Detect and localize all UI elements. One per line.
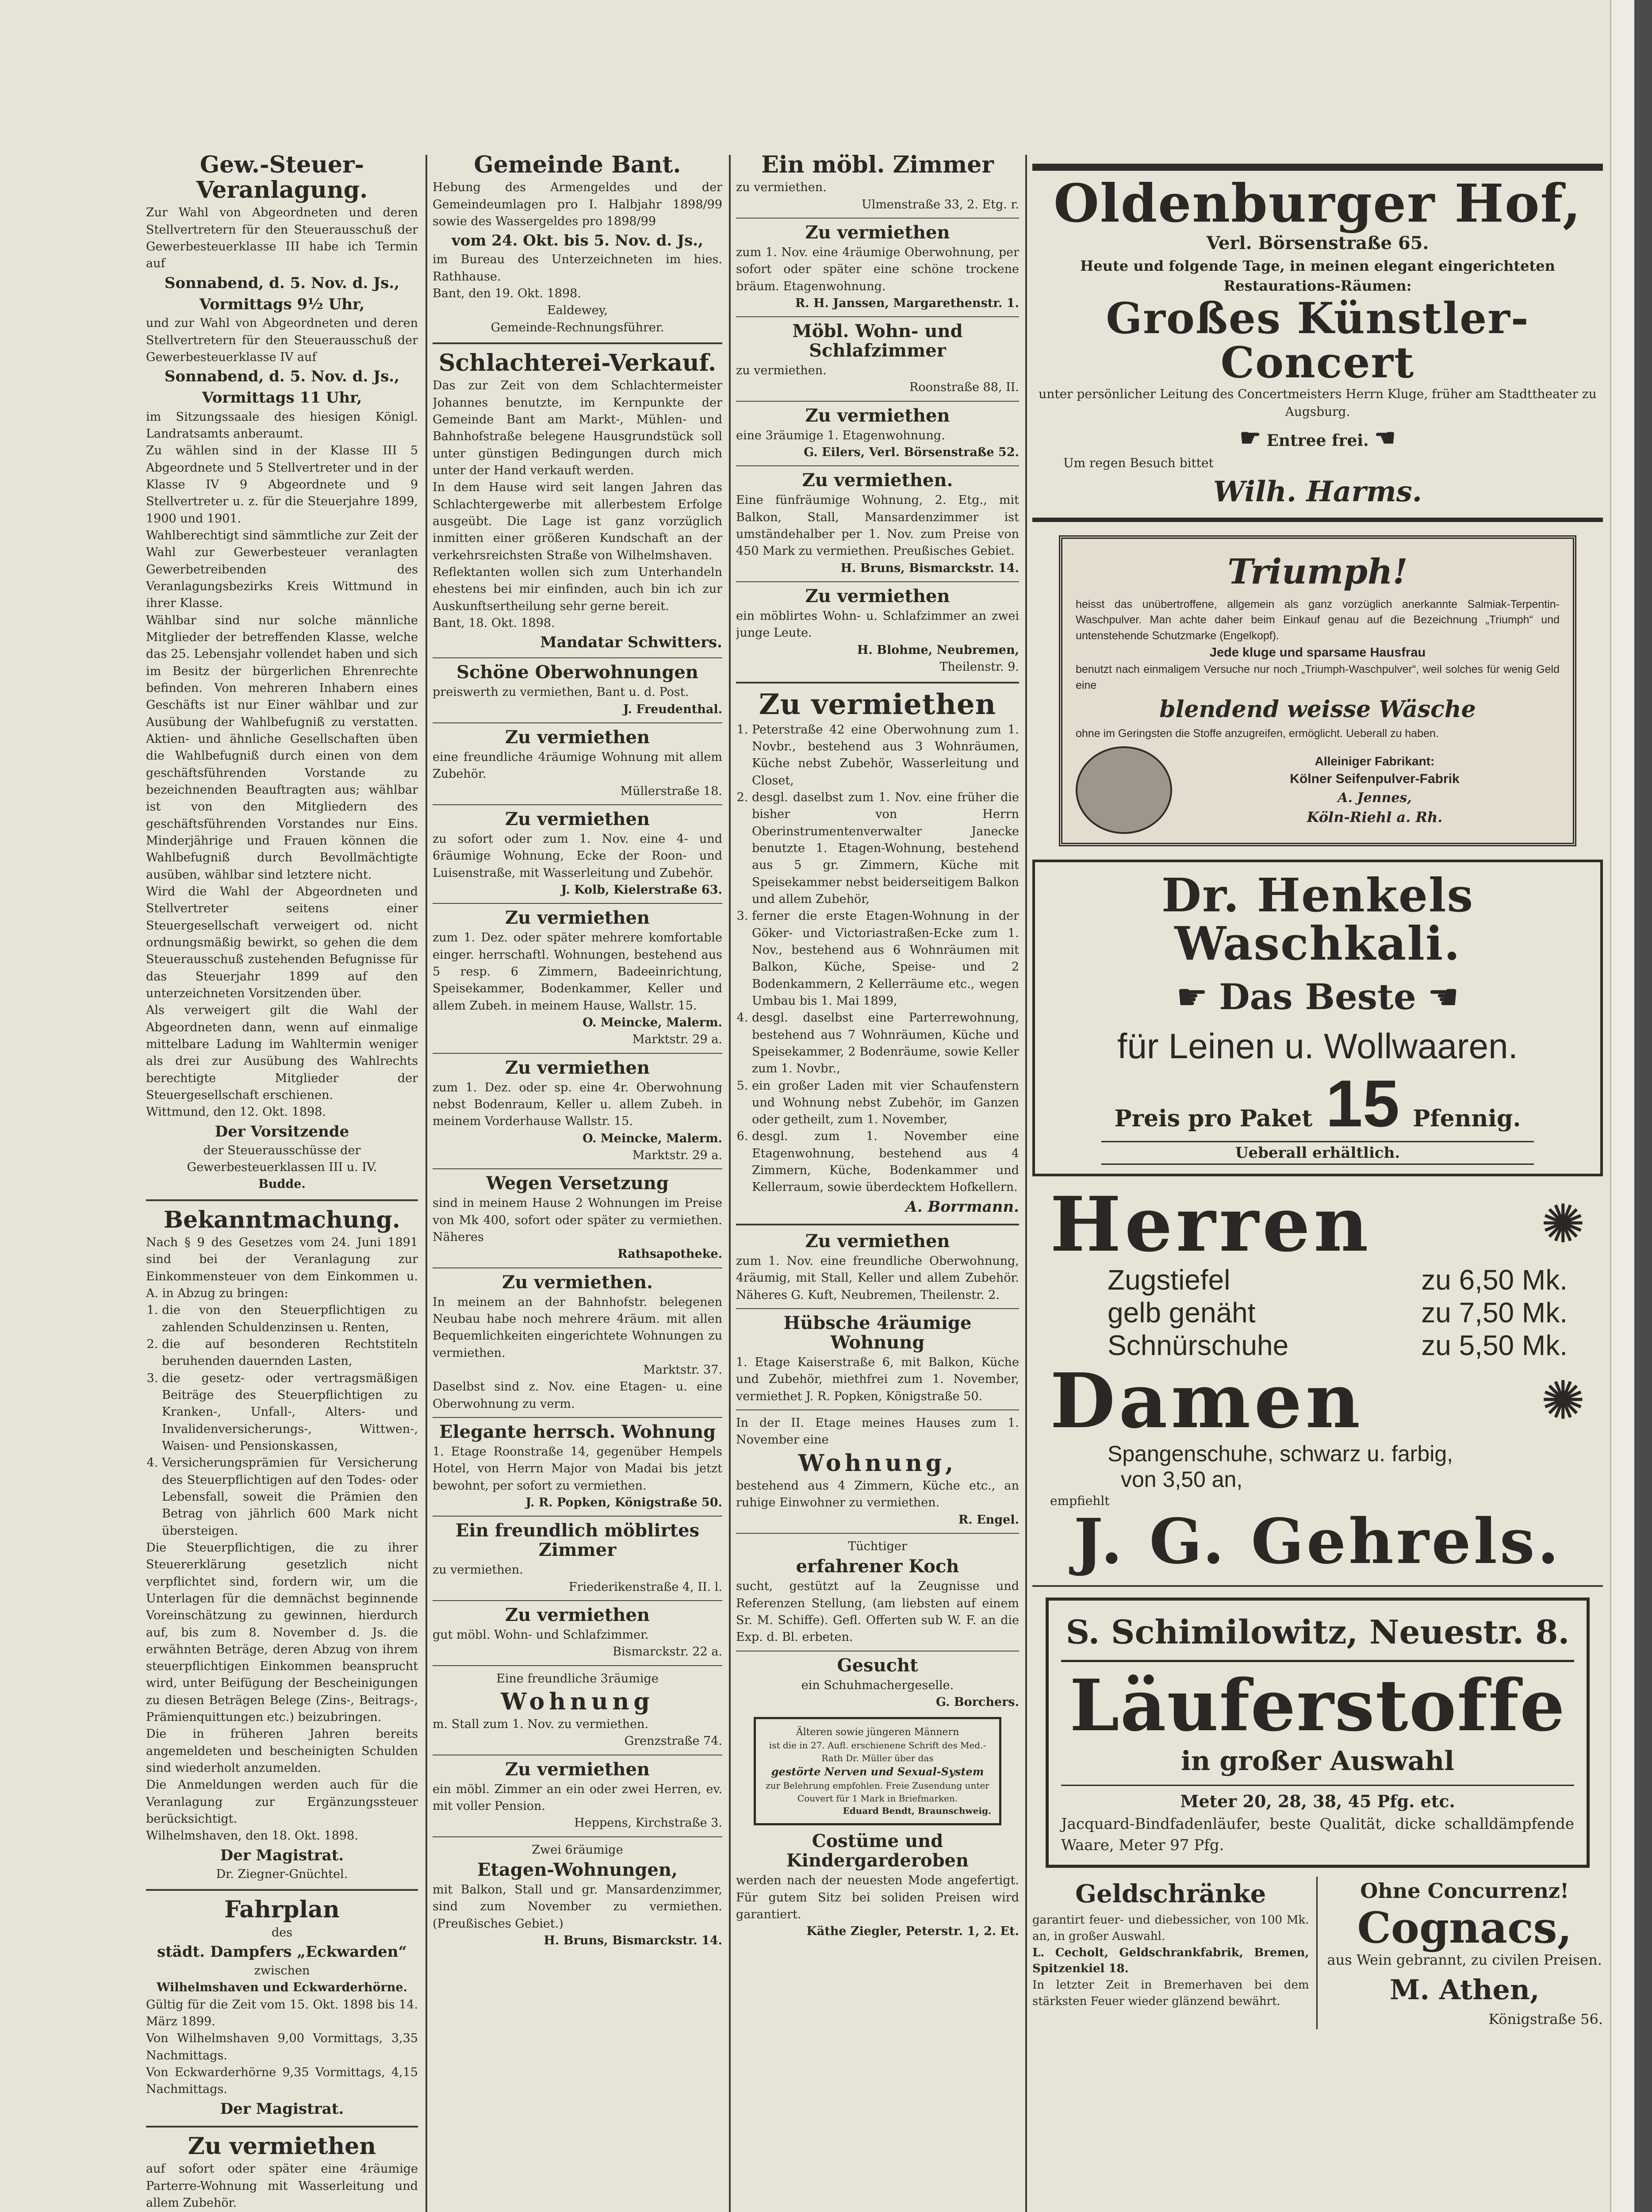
ad-title: Gesucht — [837, 1655, 918, 1676]
cognac-ad — [1326, 1877, 1603, 2029]
ad-text: werden nach der neuesten Mode angefertigt. Für gutem Sitz bei soliden Preisen wird garantiert. — [736, 1874, 1019, 1922]
ad-text: Zwei 6räumige — [532, 1843, 623, 1857]
ad-text: Heute und folgende Tage, in meinen elegant eingerichteten Restaurations-Räumen: — [1080, 257, 1555, 295]
price-value: zu 6,50 Mk. — [1421, 1264, 1568, 1296]
price-unit: Pfennig. — [1413, 1105, 1521, 1132]
ad-text: Meter 20, 28, 38, 45 Pfg. etc. — [1061, 1785, 1574, 1813]
steuer-para: im Sitzungssaale des hiesigen Königl. Landratsamts anberaumt. — [146, 410, 418, 441]
ad-text: empfiehlt — [1050, 1493, 1110, 1508]
price-value: 15 — [1326, 1066, 1400, 1141]
ad-text — [1037, 421, 1598, 455]
ad-title: Costüme und Kindergarderoben — [786, 1831, 969, 1871]
steuer-date: Sonnabend, d. 5. Nov. d. Js., Vormittags 9½ Uhr, — [164, 274, 400, 313]
divider — [433, 1417, 722, 1418]
price-item: Zugstiefel — [1108, 1264, 1230, 1296]
ad-text: aus Wein gebrannt, zu civilen Preisen. — [1327, 1951, 1602, 1969]
ad-title: S. Schimilowitz, Neuestr. 8. — [1061, 1609, 1574, 1662]
divider — [433, 1600, 722, 1601]
ad-text: Alleiniger Fabrikant: — [1315, 754, 1435, 768]
ad-signature: O. Meincke, Malerm. — [583, 1131, 722, 1145]
ad-address: Heppens, Kirchstraße 3. — [574, 1816, 722, 1830]
ad-title: Zu vermiethen — [188, 2133, 376, 2160]
ad-text: sind in meinem Hause 2 Wohnungen im Preise von Mk 400, sofort oder später zu vermiethen. Näheres — [433, 1196, 722, 1244]
ad-signature: R. Engel. — [958, 1513, 1019, 1527]
henkel-price-row — [1048, 1066, 1587, 1141]
page-edge — [1610, 0, 1636, 2212]
ad-text: zu sofort oder zum 1. Nov. eine 4- und 6räumige Wohnung, Ecke der Roon- und Luisenstraße, mit Wasserleitung und Zubehör. — [433, 832, 722, 880]
ad-text: zur Belehrung empfohlen. Freie Zusendung unter Couvert für 1 Mark in Briefmarken. — [766, 1780, 989, 1804]
bek-para: Nach § 9 des Gesetzes vom 24. Juni 1891 sind bei der Veranlagung zur Einkommensteuer von dem Einkommen u. A. in Abzug zu bringen: — [146, 1235, 418, 1300]
schl-para: Das zur Zeit von dem Schlachtermeister Johannes benutzte, im Kernpunkte der Gemeinde Bant am Markt-, Mühlen- und Bahnhofstraße belegene Hausgrundstück soll unter günstigen Bedingungen durch mich unter der Hand verkauft werden. — [433, 379, 722, 477]
price-row — [1108, 1264, 1568, 1297]
ad-signature: J. R. Popken, Königstraße 50. — [525, 1495, 722, 1509]
fahrplan-line: zwischen — [254, 1964, 310, 1978]
ad-address: Marktstr. 37. — [643, 1363, 722, 1377]
ad-text: ein möblirtes Wohn- u. Schlafzimmer an zwei junge Leute. — [736, 609, 1019, 640]
ad-signature: J. Freudenthal. — [623, 702, 722, 716]
bant-text: Hebung des Armengeldes und der Gemeindeumlagen pro I. Halbjahr 1898/99 sowie des Wassergeldes pro 1898/99 — [433, 180, 722, 228]
column-rule — [1025, 155, 1027, 2212]
steuer-para: Wird die Wahl der Abgeordneten und Stellvertreter seitens einer Steuergesellschaft verweigert od. nicht ordnungsmäßig bewirkt, so gehen die dem Steuerausschuß zustehenden Befugnisse für das Steuerjahr 1899 auf den unterzeichneten Vorsitzenden über. — [146, 884, 418, 1000]
steuer-para: Zur Wahl von Abgeordneten und deren Stellvertretern für den Steuerausschuß der Gewerbesteuerklasse III habe ich Termin auf — [146, 206, 418, 271]
price-row — [1108, 1297, 1568, 1329]
ad-title: Hübsche 4räumige Wohnung — [783, 1313, 972, 1353]
henkel-beste: Das Beste — [1219, 976, 1416, 1018]
ad-address: Bismarckstr. 22 a. — [613, 1645, 722, 1659]
divider — [736, 401, 1019, 402]
ad-text: in großer Auswahl — [1181, 1745, 1455, 1777]
divider — [433, 1836, 722, 1837]
ad-text: 1. Etage Kaiserstraße 6, mit Balkon, Küche und Zubehör, miethfrei zum 1. November, vermiethet J. R. Popken, Königstraße 50. — [736, 1356, 1019, 1403]
divider — [433, 1053, 722, 1054]
ad-text: sucht, gestützt auf la Zeugnisse und Referenzen Stellung, (am liebsten auf einem Sr. M. Schiffe). Gefl. Offerten sub W. F. an die Exp. d. Bl. erbeten. — [736, 1579, 1019, 1644]
bek-signature: Der Magistrat. — [220, 1846, 344, 1864]
oldenburger-ad — [1032, 164, 1603, 522]
health-ad-box — [754, 1717, 1001, 1825]
bek-list — [146, 1302, 418, 1540]
ad-text: Ohne Concurrenz! — [1360, 1879, 1569, 1903]
ad-headline: Großes Künstler-Concert — [1106, 293, 1529, 388]
ad-title: Elegante herrsch. Wohnung — [439, 1421, 716, 1442]
ad-signature: Rathsapotheke. — [617, 1247, 722, 1261]
divider — [736, 218, 1019, 219]
divider — [433, 342, 722, 344]
ad-text: Um regen Besuch bittet — [1063, 456, 1214, 471]
steuer-date: Sonnabend, d. 5. Nov. d. Js., Vormittags 11 Uhr, — [164, 368, 400, 407]
divider — [433, 1516, 722, 1517]
ad-address: Marktstr. 29 a. — [632, 1148, 722, 1163]
bottom-ads — [1032, 1877, 1603, 2029]
bek-para: Die in früheren Jahren bereits angemeldeten und bescheinigten Schulden sind wiederholt anzumelden. — [146, 1727, 418, 1775]
ad-text: In meinem an der Bahnhofstr. belegenen Neubau habe noch mehrere 4räum. mit allen Bequemlichkeiten eingerichtete Wohnungen zu vermiethen. — [433, 1295, 722, 1360]
ad-title: Zu vermiethen — [505, 727, 650, 748]
pointing-hand-icon: ☚ — [1374, 423, 1396, 452]
ad-text: eine freundliche 4räumige Wohnung mit allem Zubehör. — [433, 750, 722, 781]
list-item: 5. ein großer Laden mit vier Schaufenstern und Wohnung nebst Zubehör, im Ganzen oder getheilt, zum 1. November, — [752, 1078, 1019, 1129]
ad-text: Daselbst sind z. Nov. eine Etagen- u. eine Oberwohnung zu verm. — [433, 1380, 722, 1411]
steuer-dateline: Wittmund, den 12. Okt. 1898. — [146, 1105, 326, 1119]
ad-text: bestehend aus 4 Zimmern, Küche etc., an ruhige Einwohner zu vermiethen. — [736, 1479, 1019, 1510]
ad-text: auf sofort oder später eine 4räumige Parterre-Wohnung mit Wasserleitung und allem Zubehör. — [146, 2162, 418, 2210]
ad-signature: M. Athen, — [1389, 1973, 1540, 2006]
divider — [736, 1224, 1019, 1225]
bant-text: im Bureau des Unterzeichneten im hies. Rathhause. — [433, 253, 722, 284]
ad-signature: H. Blohme, Neubremen, — [857, 643, 1019, 657]
bant-date: vom 24. Okt. bis 5. Nov. d. Js., — [452, 232, 703, 250]
steuer-signature: Budde. — [258, 1177, 306, 1191]
list-item: 4. Versicherungsprämien für Versicherung des Steuerpflichtigen auf den Todes- oder Lebensfall, soweit die Prämien den Betrag von jährlich 600 Mark nicht übersteigen. — [162, 1455, 418, 1540]
ad-text: zum 1. Dez. oder später mehrere komfortable einger. herrschaftl. Wohnungen, bestehend aus 5 resp. 6 Zimmern, Badeeinrichtung, Speisekammer, Bodenkammer, Keller und allem Zubeh. in meinem Hause, Wallstr. 15. — [433, 931, 722, 1013]
column-rule — [425, 155, 427, 2212]
ad-address: Ulmenstraße 33, 2. Etg. r. — [861, 197, 1019, 211]
ad-text: gut möbl. Wohn- und Schlafzimmer. — [433, 1628, 649, 1642]
ad-text: für Leinen u. Wollwaaren. — [1117, 1026, 1518, 1066]
ad-title: Zu vermiethen — [505, 1604, 650, 1625]
list-item: 3. ferner die erste Etagen-Wohnung in der Göker- und Victoriastraßen-Ecke zum 1. Nov., bestehend aus 6 Wohnräumen mit Balkon, Küche, Speise- und 2 Bodenkammern, 2 Kellerräume etc., wegen Umbau bis 1. Mai 1899, — [752, 908, 1019, 1010]
price-value: zu 5,50 Mk. — [1421, 1329, 1568, 1361]
ad-text: 1. Etage Roonstraße 14, gegenüber Hempels Hotel, von Herrn Major von Madai bis jetzt bewohnt, per sofort zu vermiethen. — [433, 1444, 722, 1493]
list-item: 2. desgl. daselbst zum 1. Nov. eine früher die bisher von Herrn Oberinstrumentenverwalter Janecke benutzte 1. Etagen-Wohnung, bestehend aus 5 gr. Zimmern, Küche mit Speisekammer nebst beiderseitigem Balkon und allem Zubehör, — [752, 789, 1019, 908]
ad-signature: O. Meincke, Malerm. — [583, 1016, 722, 1030]
ad-headline: blendend weisse Wäsche — [1159, 696, 1476, 723]
ad-text: preiswerth zu vermiethen, Bant u. d. Post. — [433, 685, 689, 699]
ad-text: Eine fünfräumige Wohnung, 2. Etg., mit Balkon, Stall, Mansardenzimmer ist umständehalber per 1. Nov. zum Preise von 450 Mark zu vermiethen. Preußisches Gebiet. — [736, 493, 1019, 558]
ad-address: Königstraße 56. — [1488, 2010, 1603, 2028]
ad-title: Dr. Henkels Waschkali. — [1161, 868, 1474, 971]
list-item: 4. desgl. daselbst eine Parterrewohnung, bestehend aus 7 Wohnräumen, Küche und Speisekammer, 2 Bodenräume, sowie Keller zum 1. Novbr., — [752, 1010, 1019, 1077]
ad-text: zu vermiethen. — [433, 1563, 523, 1577]
ad-text: In der II. Etage meines Hauses zum 1. November eine — [736, 1416, 1019, 1447]
bek-dateline: Wilhelmshaven, den 18. Okt. 1898. — [146, 1829, 358, 1843]
column-1 — [146, 150, 418, 2212]
ad-address: Theilenstr. 9. — [939, 660, 1019, 674]
ad-signature: J. G. Gehrels. — [1073, 1505, 1562, 1578]
ad-text: Jacquard-Bindfadenläufer, beste Qualität, dicke schalldämpfende Waare, Meter 97 Pfg. — [1061, 1815, 1574, 1854]
steuer-para: Wahlberechtigt sind sämmtliche zur Zeit der Wahl zur Gewerbesteuer veranlagten Gewerbetreibenden des Veranlagungsbezirks Kreis Wittmund in ihrer Klasse. — [146, 529, 418, 611]
ad-title: Zu vermiethen — [505, 1057, 650, 1078]
ad-text: benutzt nach einmaligem Versuche nur noch „Triumph-Waschpulver“, weil solches für wenig Geld eine — [1076, 663, 1560, 691]
ad-title: Möbl. Wohn- und Schlafzimmer — [792, 321, 963, 361]
ad-text: eine 3räumige 1. Etagenwohnung. — [736, 428, 945, 442]
column-2 — [433, 150, 722, 2212]
bant-signature: Gemeinde-Rechnungsführer. — [491, 320, 664, 334]
starburst-icon: ✺ — [1541, 1194, 1585, 1256]
ad-title: Zu vermiethen — [505, 1759, 650, 1780]
triumph-ad — [1059, 535, 1576, 846]
divider — [736, 1308, 1019, 1309]
ad-signature: H. Bruns, Bismarckstr. 14. — [544, 1934, 722, 1948]
ad-text: m. Stall zum 1. Nov. zu vermiethen. — [433, 1717, 649, 1732]
fahrplan-subtitle: städt. Dampfers „Eckwarden“ — [157, 1943, 407, 1961]
ad-title: Zu vermiethen — [805, 586, 950, 607]
ad-title: Ein möbl. Zimmer — [761, 151, 994, 178]
ad-text: zum 1. Dez. oder sp. eine 4r. Oberwohnung nebst Bodenraum, Keller u. allem Zubeh. in meinem Vorderhause Wallstr. 15. — [433, 1080, 722, 1129]
divider — [433, 903, 722, 904]
ad-text: Spangenschuhe, schwarz u. farbig, — [1108, 1441, 1453, 1466]
schl-signature: Mandatar Schwitters. — [540, 634, 722, 652]
column-4 — [1032, 164, 1603, 2212]
fahrplan-signature: Der Magistrat. — [220, 2100, 344, 2118]
ad-text: garantirt feuer- und diebessicher, von 100 Mk. an, in großer Auswahl. — [1032, 1913, 1309, 1943]
divider — [736, 1409, 1019, 1410]
schl-title: Schlachterei-Verkauf. — [438, 349, 717, 377]
divider — [736, 465, 1019, 466]
ad-signature: L. Cecholt, Geldschrankfabrik, Bremen, Spitzenkiel 18. — [1032, 1946, 1309, 1976]
bek-title: Bekanntmachung. — [164, 1206, 400, 1233]
steuer-para: Als verweigert gilt die Wahl der Abgeordneten dann, wenn auf einmalige mittelbare Ladung im Wahltermin weniger als drei zur Ausübung des Wahlrechts berechtigte Mitglieder der Steuergesellschaft erschienen. — [146, 1003, 418, 1102]
ad-signature: G. Borchers. — [935, 1695, 1019, 1709]
ad-text: Jede kluge und sparsame Hausfrau — [1209, 645, 1426, 660]
divider — [433, 657, 722, 658]
steuer-para: Wählbar sind nur solche männliche Mitglieder der betreffenden Klasse, welche das 25. Lebensjahr vollendet haben und sich im Besitz der bürgerlichen Ehrenrechte befinden. Von mehreren Inhabern eines Geschäfts ist nur Einer wählbar und zur Ausübung der Wahlbefugniß zu verstatten. Aktien- und ähnliche Gesellschaften üben die Wahlbefugniß durch einen von dem geschäftsführenden Vorstande zu bezeichnenden Beauftragten aus; wählbar ist von den Mitgliedern des geschäftsführenden Vorstandes nur Eins. Minderjährige und Frauen können die Wahlbefugniß durch Bevollmächtigte ausüben, wählbar sind letztere nicht. — [146, 613, 418, 882]
ad-title: Ein freundlich möblirtes Zimmer — [455, 1520, 700, 1561]
triumph-footer — [1076, 746, 1560, 834]
ad-title: Wohnung, — [798, 1449, 957, 1477]
manufacturer-block — [1190, 753, 1560, 828]
divider — [433, 804, 722, 805]
herren-prices — [1032, 1264, 1603, 1362]
ad-title: Zu vermiethen — [759, 688, 997, 722]
list-item: 1. die von den Steuerpflichtigen zu zahlenden Schuldenzinsen u. Renten, — [162, 1302, 418, 1336]
ad-text — [1048, 972, 1587, 1022]
column-3 — [736, 150, 1019, 2212]
divider — [146, 2126, 418, 2128]
bant-signature: Ealdewey, — [547, 303, 608, 318]
ad-address: Verl. Börsenstraße 65. — [1206, 232, 1429, 253]
ad-text: ist die in 27. Aufl. erschienene Schrift des Med.-Rath Dr. Müller über das — [769, 1740, 986, 1763]
steuer-title: Gew.-Steuer-Veranlagung. — [196, 151, 368, 204]
ad-title: Triumph! — [1227, 551, 1408, 592]
divider — [736, 682, 1019, 684]
ad-title: Zu vermiethen. — [802, 470, 953, 491]
ad-title: Herren — [1050, 1180, 1372, 1269]
ad-signature: Wilh. Harms. — [1213, 475, 1422, 509]
ad-text: gestörte Nerven und Sexual-System — [771, 1765, 984, 1778]
starburst-icon: ✺ — [1541, 1370, 1585, 1432]
ad-text: von 3,50 an, — [1121, 1467, 1243, 1492]
list-item: 6. desgl. zum 1. November eine Etagenwohnung, bestehend aus 4 Zimmern, Küche, Bodenkammer und Kellerraum, sowie überdecktem Hofkellern. — [752, 1128, 1019, 1196]
ad-title: Wegen Versetzung — [486, 1173, 669, 1194]
ad-text: In letzter Zeit in Bremerhaven bei dem stärksten Feuer wieder glänzend bewährt. — [1032, 1978, 1309, 2008]
bant-title: Gemeinde Bant. — [474, 151, 681, 178]
schl-para: In dem Hause wird seit langen Jahren das Schlachtergewerbe mit allerbestem Erfolge ausgeübt. Die Lage ist ganz vorzüglich inmitten einer größeren Kundschaft an der verkehrsreichsten Straße von Wilhelmshaven. — [433, 480, 722, 562]
price-item: Schnürschuhe — [1108, 1329, 1289, 1361]
divider — [433, 1267, 722, 1268]
pointing-hand-icon: ☛ — [1239, 423, 1261, 452]
ad-address: Roonstraße 88, II. — [909, 380, 1019, 395]
herren-header — [1032, 1180, 1603, 1269]
list-item: 2. die auf besonderen Rechtstiteln beruhenden dauernden Lasten, — [162, 1336, 418, 1370]
ad-text: ein möbl. Zimmer an ein oder zwei Herren, ev. mit voller Pension. — [433, 1782, 722, 1813]
ad-title: Zu vermiethen — [505, 907, 650, 929]
price-value: zu 7,50 Mk. — [1421, 1297, 1568, 1329]
ad-text: zum 1. Nov. eine 4räumige Oberwohnung, per sofort oder später eine schöne trockene bräum. Etagenwohnung. — [736, 245, 1019, 293]
divider — [433, 1168, 722, 1169]
schl-dateline: Bant, 18. Okt. 1898. — [433, 616, 555, 630]
ad-text: heisst das unübertroffene, allgemein als ganz vorzüglich anerkannte Salmiak-Terpentin-Waschpulver. Man achte daher beim Einkauf genau auf die Bezeichnung „Triumph“ und untenstehende Schutzmarke (Engelkopf). — [1076, 598, 1560, 642]
fahrplan-title: Fahrplan — [224, 1896, 340, 1924]
divider — [146, 1199, 418, 1201]
bek-para: Die Anmeldungen werden auch für die Veranlagung zur Ergänzungssteuer berücksichtigt. — [146, 1778, 418, 1826]
geldschraenke-ad — [1032, 1877, 1318, 2029]
ad-title: Geldschränke — [1075, 1879, 1266, 1909]
ad-title: Oldenburger Hof, — [1054, 173, 1582, 234]
ad-title: Zu vermiethen — [505, 809, 650, 830]
steuer-signature: Der Vorsitzende — [215, 1122, 349, 1141]
ad-text: ohne im Geringsten die Stoffe anzugreifen, ermöglicht. Ueberall zu haben. — [1076, 727, 1439, 740]
ad-text: zum 1. Nov. eine freundliche Oberwohnung, 4räumig, mit Stall, Keller und allem Zubehör. Näheres G. Kuft, Neubremen, Theilenstr. 2. — [736, 1254, 1019, 1302]
fahrplan-route: Wilhelmshaven und Eckwarderhörne. — [157, 1981, 407, 1995]
angel-head-trademark-icon — [1076, 746, 1172, 834]
ad-signature: J. Kolb, Kielerstraße 63. — [561, 883, 722, 897]
ad-title: Zu vermiethen. — [502, 1271, 653, 1293]
ad-address: Friederikenstraße 4, II. l. — [568, 1580, 722, 1594]
ad-title: Schöne Oberwohnungen — [456, 662, 698, 683]
ad-text: Tüchtiger — [848, 1539, 907, 1553]
ad-text: Ueberall erhältlich. — [1101, 1141, 1534, 1165]
steuer-para: und zur Wahl von Abgeordneten und deren Stellvertretern für den Steuerausschuß der Gewerbesteuerklasse IV auf — [146, 316, 418, 364]
ad-text: ein Schuhmachergeselle. — [801, 1678, 954, 1692]
list-item: 1. Peterstraße 42 eine Oberwohnung zum 1. Novbr., bestehend aus 3 Wohnräumen, Küche nebst Zubehör, Wasserleitung und Closet, — [752, 722, 1019, 789]
book-spine — [1634, 0, 1652, 2212]
ad-text: Kölner Seifenpulver-Fabrik — [1290, 772, 1460, 787]
column-rule — [729, 155, 731, 2212]
ad-text: unter persönlicher Leitung des Concertmeisters Herrn Kluge, früher am Stadttheater zu Augsburg. — [1039, 387, 1597, 419]
ad-signature: H. Bruns, Bismarckstr. 14. — [840, 561, 1019, 575]
ad-address: Marktstr. 29 a. — [632, 1033, 722, 1047]
ad-title: Cognacs, — [1357, 1902, 1572, 1953]
divider — [433, 1665, 722, 1666]
ad-headline: Läuferstoffe — [1069, 1663, 1566, 1747]
divider — [146, 1889, 418, 1891]
rental-list — [736, 722, 1019, 1196]
divider — [736, 1533, 1019, 1534]
fahrplan-line: des — [271, 1925, 293, 1939]
ad-text: mit Balkon, Stall und gr. Mansardenzimmer, sind zum November zu vermiethen. (Preußisches Gebiet.) — [433, 1883, 722, 1931]
henkel-ad — [1032, 860, 1603, 1176]
ad-address: Grenzstraße 74. — [624, 1734, 722, 1748]
ad-title: Zu vermiethen — [805, 222, 950, 243]
bek-para: Die Steuerpflichtigen, die zu ihrer Steuererklärung gesetzlich nicht verpflichtet sind, fordern wir, um die Unterlagen für die demnächst beginnende Voreinschätzung zu gewinnen, hierdurch auf, bis zum 8. November d. Js. die erwähnten Beträge, deren Abzug von ihrem steuerpflichtigen Einkommen beansprucht wird, unter Beifügung der Bescheinigungen zu diesen Beträgen Belege (Zins-, Beitrags-, Prämienquittungen etc.) beizubringen. — [146, 1540, 418, 1724]
price-label: Preis pro Paket — [1114, 1105, 1313, 1132]
pointing-hand-icon: ☚ — [1427, 976, 1459, 1018]
ad-text: A. Jennes, — [1338, 790, 1412, 806]
bant-dateline: Bant, den 19. Okt. 1898. — [433, 287, 581, 301]
schimilowitz-ad — [1046, 1598, 1590, 1868]
ad-text: zu vermiethen. — [736, 364, 827, 378]
entree-label: Entree frei. — [1266, 431, 1369, 450]
ad-signature: Eduard Bendt, Braunschweig. — [843, 1805, 991, 1816]
fahrplan-times: Von Wilhelmshaven 9,00 Vormittags, 3,35 Nachmittags. — [146, 2032, 418, 2062]
ad-title: Zu vermiethen — [805, 1231, 950, 1252]
ad-text: zu vermiethen. — [736, 180, 827, 195]
bek-signature: Dr. Ziegner-Gnüchtel. — [216, 1867, 348, 1882]
ad-title: Zu vermiethen — [805, 405, 950, 426]
ad-title: erfahrener Koch — [796, 1556, 959, 1577]
list-item: 3. die gesetz- oder vertragsmäßigen Beiträge des Steuerpflichtigen zu Kranken-, Unfall-, Alters- und Invalidenversicherungs-, Wittwen-, Waisen- und Pensionskassen, — [162, 1370, 418, 1455]
steuer-para: Zu wählen sind in der Klasse III 5 Abgeordnete und 5 Stellvertreter und in der Klasse IV 9 Abgeordnete und 9 Stellvertreter u. z. für die Steuerjahre 1899, 1900 und 1901. — [146, 444, 418, 526]
ad-signature: A. Borrmann. — [905, 1198, 1019, 1216]
ad-text: Eine freundliche 3räumige — [496, 1671, 659, 1686]
price-item: gelb genäht — [1108, 1297, 1256, 1329]
pointing-hand-icon: ☛ — [1176, 976, 1208, 1018]
ad-signature: Käthe Ziegler, Peterstr. 1, 2. Et. — [806, 1924, 1019, 1939]
damen-header — [1032, 1357, 1603, 1446]
fahrplan-times: Von Eckwarderhörne 9,35 Vormittags, 4,15 Nachmittags. — [146, 2066, 418, 2097]
ad-title: Wohnung — [501, 1688, 654, 1715]
divider — [1032, 1585, 1603, 1587]
divider — [736, 581, 1019, 582]
ad-signature: R. H. Janssen, Margarethenstr. 1. — [795, 296, 1019, 310]
ad-address: Müllerstraße 18. — [620, 784, 722, 798]
fahrplan-validity: Gültig für die Zeit vom 15. Okt. 1898 bis 14. März 1899. — [146, 1997, 418, 2029]
steuer-signature: der Steuerausschüsse der Gewerbesteuerklassen III u. IV. — [187, 1143, 377, 1175]
ad-text: Köln-Riehl a. Rh. — [1307, 809, 1443, 826]
schl-para: Reflektanten wollen sich zum Unterhandeln ehestens bei mir einfinden, auch bin ich zur Auskunftsertheilung sehr gerne bereit. — [433, 565, 722, 613]
ad-text: Älteren sowie jüngeren Männern — [796, 1727, 959, 1738]
divider — [433, 722, 722, 723]
divider — [736, 316, 1019, 317]
ad-title: Etagen-Wohnungen, — [477, 1859, 678, 1881]
ad-title: Damen — [1050, 1357, 1364, 1446]
ad-signature: G. Eilers, Verl. Börsenstraße 52. — [804, 445, 1019, 460]
